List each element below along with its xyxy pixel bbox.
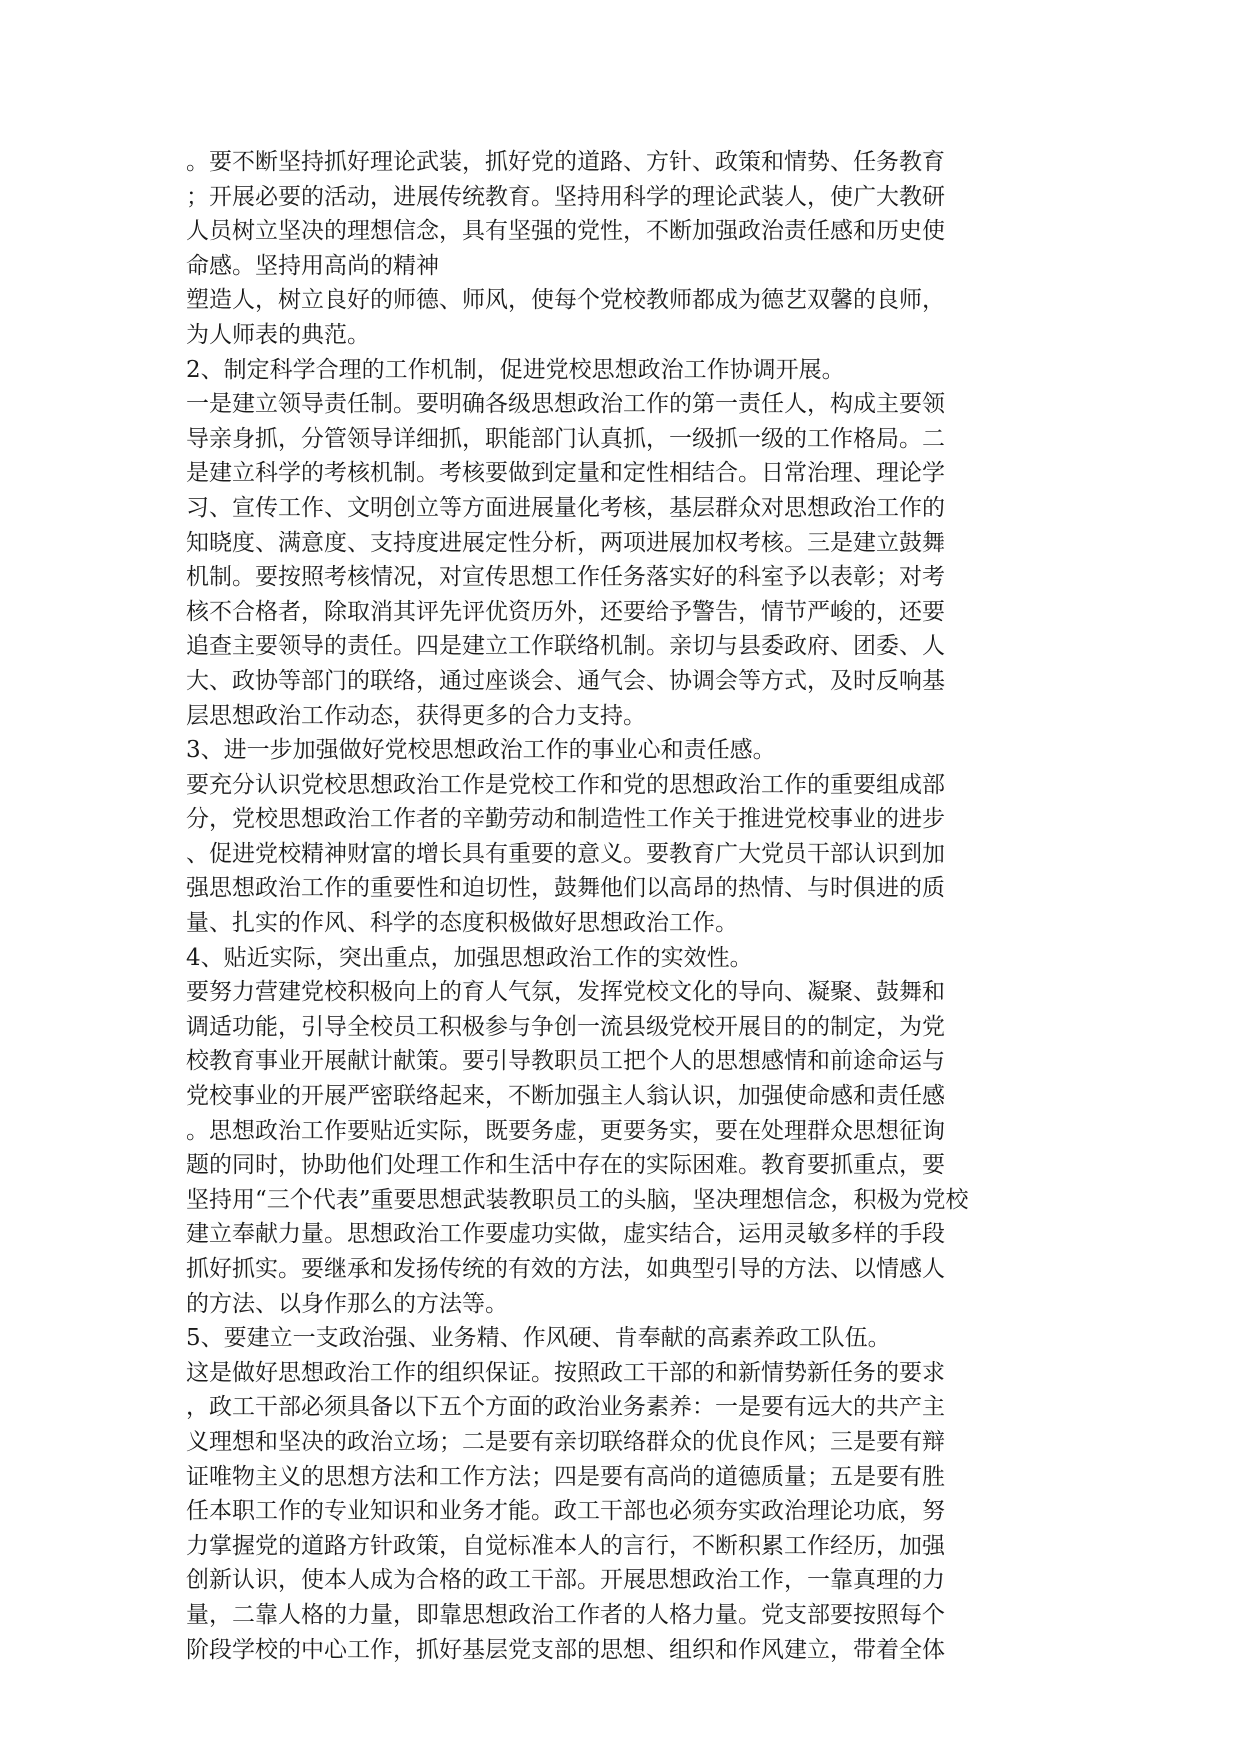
text-line: 创新认识，使本人成为合格的政工干部。开展思想政治工作，一靠真理的力	[186, 1567, 945, 1594]
text-line: 层思想政治工作动态，获得更多的合力支持。	[186, 702, 646, 729]
text-line: 一是建立领导责任制。要明确各级思想政治工作的第一责任人，构成主要领	[186, 391, 945, 418]
text-line: ，政工干部必须具备以下五个方面的政治业务素养：一是要有远大的共产主	[186, 1394, 945, 1421]
text-line: 党校事业的开展严密联络起来，不断加强主人翁认识，加强使命感和责任感	[186, 1083, 945, 1110]
section-heading: 3、进一步加强做好党校思想政治工作的事业心和责任感。	[186, 737, 776, 764]
text-line: 调适功能，引导全校员工积极参与争创一流县级党校开展目的的制定，为党	[186, 1013, 945, 1040]
text-line: 核不合格者，除取消其评先评优资历外，还要给予警告，情节严峻的，还要	[186, 598, 945, 625]
text-line: 证唯物主义的思想方法和工作方法；四是要有高尚的道德质量；五是要有胜	[186, 1463, 945, 1490]
text-line: 、促进党校精神财富的增长具有重要的意义。要教育广大党员干部认识到加	[186, 840, 945, 867]
text-line: 校教育事业开展献计献策。要引导教职员工把个人的思想感情和前途命运与	[186, 1048, 945, 1075]
text-line: 知晓度、满意度、支持度进展定性分析，两项进展加权考核。三是建立鼓舞	[186, 529, 945, 556]
text-line: 任本职工作的专业知识和业务才能。政工干部也必须夯实政治理论功底，努	[186, 1498, 945, 1525]
document-body	[186, 145, 1062, 1667]
text-line: 的方法、以身作那么的方法等。	[186, 1290, 508, 1317]
text-line: 题的同时，协助他们处理工作和生活中存在的实际困难。教育要抓重点，要	[186, 1152, 945, 1179]
text-line: 。思想政治工作要贴近实际，既要务虚，更要务实，要在处理群众思想征询	[186, 1117, 945, 1144]
text-line: 。要不断坚持抓好理论武装，抓好党的道路、方针、政策和情势、任务教育	[186, 149, 945, 175]
text-line: 大、政协等部门的联络，通过座谈会、通气会、协调会等方式，及时反响基	[186, 667, 945, 694]
text-line: 导亲身抓，分管领导详细抓，职能部门认真抓，一级抓一级的工作格局。二	[186, 425, 945, 452]
text-line: 机制。要按照考核情况，对宣传思想工作任务落实好的科室予以表彰；对考	[186, 564, 945, 591]
text-line: 量，二靠人格的力量，即靠思想政治工作者的人格力量。党支部要按照每个	[186, 1601, 945, 1628]
text-line: 塑造人，树立良好的师德、师风，使每个党校教师都成为德艺双馨的良师，	[186, 287, 945, 314]
text-line: 这是做好思想政治工作的组织保证。按照政工干部的和新情势新任务的要求	[186, 1359, 945, 1386]
text-line: 义理想和坚决的政治立场；二是要有亲切联络群众的优良作风；三是要有辩	[186, 1428, 945, 1455]
text-line: 分，党校思想政治工作者的辛勤劳动和制造性工作关于推进党校事业的进步	[186, 806, 945, 833]
section-heading: 2、制定科学合理的工作机制，促进党校思想政治工作协调开展。	[186, 356, 845, 383]
text-line: 人员树立坚决的理想信念，具有坚强的党性，不断加强政治责任感和历史使	[186, 218, 945, 245]
text-line: 阶段学校的中心工作，抓好基层党支部的思想、组织和作风建立，带着全体	[186, 1636, 945, 1663]
text-line: 追查主要领导的责任。四是建立工作联络机制。亲切与县委政府、团委、人	[186, 633, 945, 660]
text-line: 要充分认识党校思想政治工作是党校工作和党的思想政治工作的重要组成部	[186, 771, 945, 798]
text-line: 坚持用“三个代表”重要思想武装教职员工的头脑，坚决理想信念，积极为党校	[186, 1186, 969, 1213]
text-line: 量、扎实的作风、科学的态度积极做好思想政治工作。	[186, 910, 738, 937]
text-line: 是建立科学的考核机制。考核要做到定量和定性相结合。日常治理、理论学	[186, 460, 945, 487]
section-heading: 4、贴近实际，突出重点，加强思想政治工作的实效性。	[186, 944, 753, 971]
text-line: 强思想政治工作的重要性和迫切性，鼓舞他们以高昂的热情、与时俱进的质	[186, 875, 945, 902]
section-heading: 5、要建立一支政治强、业务精、作风硬、肯奉献的高素养政工队伍。	[186, 1325, 891, 1352]
text-line: 命感。坚持用高尚的精神	[186, 252, 439, 279]
text-line: 建立奉献力量。思想政治工作要虚功实做，虚实结合，运用灵敏多样的手段	[186, 1221, 945, 1248]
text-line: ；开展必要的活动，进展传统教育。坚持用科学的理论武装人，使广大教研	[186, 183, 945, 210]
text-line: 要努力营建党校积极向上的育人气氛，发挥党校文化的导向、凝聚、鼓舞和	[186, 979, 945, 1006]
text-line: 习、宣传工作、文明创立等方面进展量化考核，基层群众对思想政治工作的	[186, 494, 945, 521]
text-line: 为人师表的典范。	[186, 321, 370, 348]
text-line: 抓好抓实。要继承和发扬传统的有效的方法，如典型引导的方法、以情感人	[186, 1256, 945, 1282]
text-line: 力掌握党的道路方针政策，自觉标准本人的言行，不断积累工作经历，加强	[186, 1532, 945, 1559]
